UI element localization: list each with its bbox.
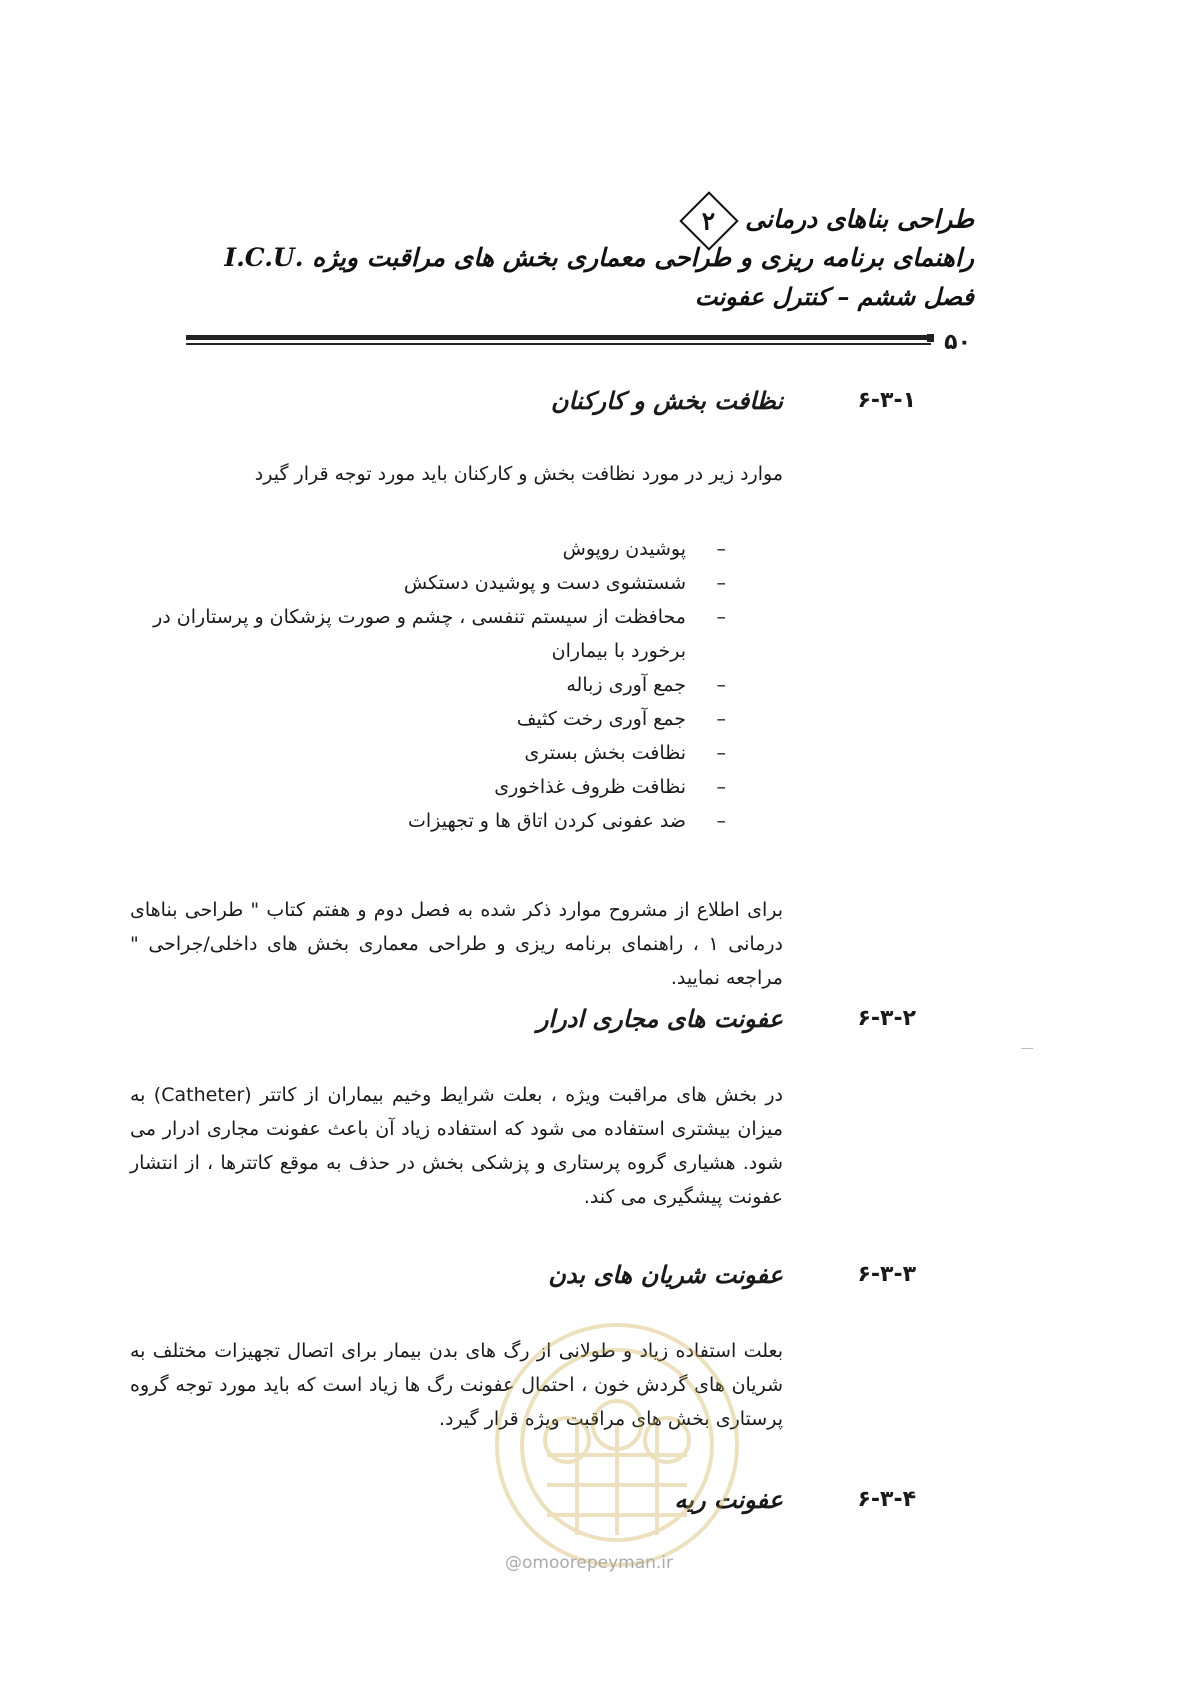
section-number: ۶-۳-۴ (857, 1487, 916, 1512)
section-body: بعلت استفاده زیاد و طولانی از رگ های بدن بیمار برای اتصال تجهیزات مختلف به شریان های گردش خون ، احتمال عفونت رگ ها زیاد است که باید مورد توجه گروه پرستاری بخش های مراقبت ویژه قرار گیرد. (130, 1340, 783, 1430)
section-number: ۶-۳-۲ (857, 1006, 916, 1031)
list-item: – محافظت از سیستم تنفسی ، چشم و صورت پزشکان و پرستاران در برخورد با بیماران (126, 600, 726, 668)
chapter-title: فصل ششم – کنترل عفونت (694, 282, 974, 311)
bullet-list (126, 532, 726, 838)
section-title: عفونت های مجاری ادرار (536, 1004, 783, 1033)
chapter-number-badge: ۲ (680, 191, 739, 250)
reference-note: برای اطلاع از مشروح موارد ذکر شده به فصل دوم و هفتم کتاب " طراحی بناهای درمانی ۱ ، راهنمای برنامه ریزی و طراحی معماری بخش های داخلی/جراحی " مراجعه نمایید. (130, 899, 783, 989)
section-title: نظافت بخش و کارکنان (550, 386, 783, 415)
header-rule-end (927, 334, 934, 342)
page-number: ۵۰ (944, 330, 971, 355)
list-item: – شستشوی دست و پوشیدن دستکش (126, 566, 726, 600)
list-item: – جمع آوری زباله (126, 668, 726, 702)
section-number: ۶-۳-۱ (857, 388, 916, 413)
list-item: – جمع آوری رخت کثیف (126, 702, 726, 736)
section-title: عفونت ریه (674, 1485, 783, 1514)
list-item: – نظافت بخش بستری (126, 736, 726, 770)
scan-mark (1021, 1048, 1033, 1049)
header-rule-thick (186, 335, 931, 340)
list-item: – ضد عفونی کردن اتاق ها و تجهیزات (126, 804, 726, 838)
section-intro: موارد زیر در مورد نظافت بخش و کارکنان باید مورد توجه قرار گیرد (254, 463, 783, 485)
section-title: عفونت شریان های بدن (548, 1260, 783, 1289)
watermark-stamp (487, 1315, 747, 1575)
section-body: در بخش های مراقبت ویژه ، بعلت شرایط وخیم بیماران از کاتتر (Catheter) به میزان بیشتری استفاده می شود که استفاده زیاد آن باعث عفونت مجاری ادرار می شود. هشیاری گروه پرستاری و پزشکی بخش در حذف به موقع کاتترها ، از انتشار عفونت پیشگیری می کند. (130, 1084, 783, 1208)
list-item: – نظافت ظروف غذاخوری (126, 770, 726, 804)
list-item: – پوشیدن روپوش (126, 532, 726, 566)
section-number: ۶-۳-۳ (857, 1262, 916, 1287)
guide-title: راهنمای برنامه ریزی و طراحی معماری بخش های مراقبت ویژه .I.C.U (224, 243, 974, 272)
watermark-site: @omoorepeyman.ir (505, 1553, 674, 1573)
book-title: طراحی بناهای درمانی ۲ (688, 200, 974, 242)
header-rule-thin (186, 343, 931, 345)
